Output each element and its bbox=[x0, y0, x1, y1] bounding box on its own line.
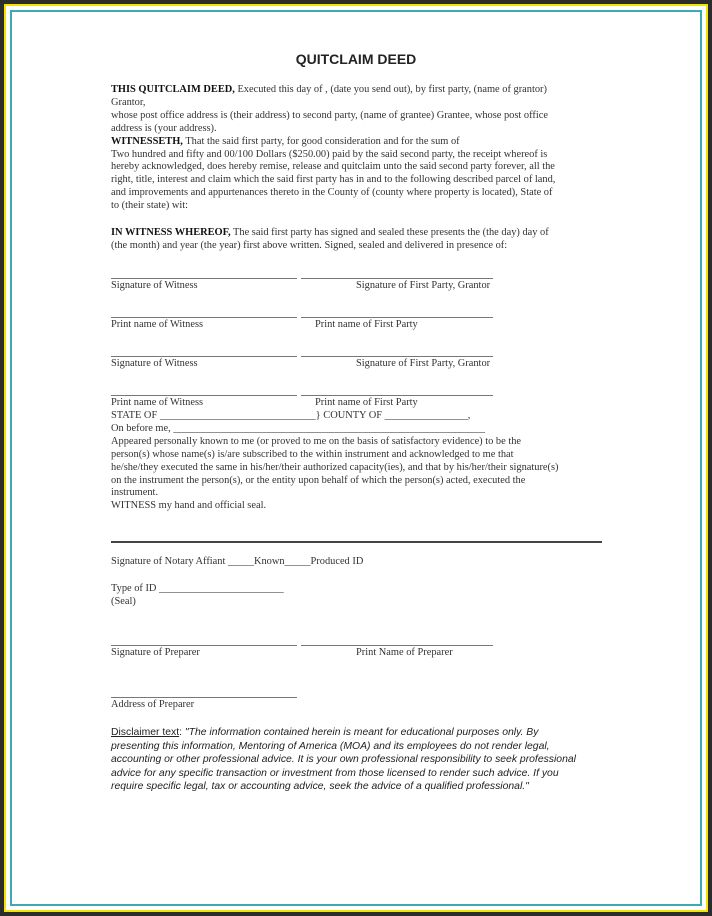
party-print-line[interactable] bbox=[301, 317, 493, 318]
deed-text: Two hundred and fifty and 00/100 Dollars ($250.00) paid by the said second party, the receipt whereof is bbox=[111, 148, 548, 160]
grantor-signature-line[interactable] bbox=[301, 278, 493, 279]
grantor-signature-label: Signature of First Party, Grantor bbox=[356, 280, 491, 291]
seal-label: (Seal) bbox=[111, 596, 136, 607]
notary-signature-line[interactable] bbox=[111, 541, 602, 543]
whereof-text: (the month) and year (the year) first above written. Signed, sealed and delivered in presence of: bbox=[111, 239, 508, 251]
preparer-signature-line[interactable] bbox=[111, 645, 297, 646]
notary-text: WITNESS my hand and official seal. bbox=[111, 500, 267, 512]
preparer-signature-label: Signature of Preparer bbox=[111, 647, 200, 658]
witness-signature-line[interactable] bbox=[111, 356, 297, 357]
party-print-label: Print name of First Party bbox=[315, 397, 418, 408]
disclaimer bbox=[111, 726, 589, 794]
witness-print-label: Print name of Witness bbox=[111, 397, 204, 408]
grantor-signature-line[interactable] bbox=[301, 356, 493, 357]
whereof-lead: IN WITNESS WHEREOF, bbox=[111, 227, 231, 238]
deed-lead: THIS QUITCLAIM DEED, bbox=[111, 84, 235, 95]
deed-text: hereby acknowledged, does hereby remise, release and quitclaim unto the said second party forever, all the bbox=[111, 161, 555, 173]
deed-text: Grantor, bbox=[111, 96, 146, 108]
witness-signature-line[interactable] bbox=[111, 278, 297, 279]
notary-text: on the instrument the person(s), or the entity upon behalf of which the person(s) acted, executed the bbox=[111, 474, 526, 486]
state-county-line: STATE OF ______________________________} COUNTY OF ________________, bbox=[111, 410, 471, 421]
type-of-id-label: Type of ID ________________________ bbox=[111, 583, 284, 594]
preparer-address-line[interactable] bbox=[111, 697, 297, 698]
deed-text: and improvements and appurtenances thereto in the County of (county where property is located), State of bbox=[111, 187, 553, 199]
document-title: QUITCLAIM DEED bbox=[295, 51, 417, 67]
deed-text: That the said first party, for good consideration and for the sum of bbox=[182, 135, 460, 147]
disclaimer-text: "The information contained herein is meant for educational purposes only. By presenting this information, Mentoring of America (MOA) and its employees do not render legal, accounting or other professional advice. It is your own professional responsibility to seek professional advice for any specific transaction or investment from those licensed to render such advice. If you require specific legal, tax or accounting advice, seek the advice of a qualified professional." bbox=[111, 727, 576, 793]
whereof-line bbox=[111, 227, 593, 240]
witness-print-line[interactable] bbox=[111, 317, 297, 318]
witness-signature-label: Signature of Witness bbox=[111, 280, 198, 291]
preparer-print-line[interactable] bbox=[301, 645, 493, 646]
witness-print-label: Print name of Witness bbox=[111, 319, 204, 330]
witness-print-line[interactable] bbox=[111, 395, 297, 396]
witnesseth-line bbox=[111, 136, 593, 149]
deed-text: right, title, interest and claim which the said first party has in and to the following described parcel of land, bbox=[111, 174, 556, 186]
preparer-print-label: Print Name of Preparer bbox=[356, 647, 453, 658]
on-before-line: On before me, ____________________________________________________________ bbox=[111, 422, 486, 434]
preparer-address-label: Address of Preparer bbox=[111, 699, 195, 710]
deed-text: to (their state) wit: bbox=[111, 200, 189, 212]
party-print-line[interactable] bbox=[301, 395, 493, 396]
deed-text: Executed this day of , (date you send out), by first party, (name of grantor) bbox=[234, 84, 547, 95]
notary-text: person(s) whose name(s) is/are subscribed to the within instrument and acknowledged to me that bbox=[111, 448, 514, 460]
deed-text: address is (your address). bbox=[111, 122, 217, 134]
deed-text: whose post office address is (their address) to second party, (name of grantee) Grantee, whose post office bbox=[111, 109, 548, 121]
grantor-signature-label: Signature of First Party, Grantor bbox=[356, 358, 491, 369]
witness-whereof-paragraph bbox=[111, 227, 593, 253]
whereof-text: The said first party has signed and sealed these presents the (the day) day of bbox=[230, 227, 549, 238]
notary-acknowledgment bbox=[111, 410, 593, 513]
notary-text: Appeared personally known to me (or proved to me on the basis of satisfactory evidence) to be the bbox=[111, 435, 522, 447]
disclaimer-colon: : bbox=[179, 727, 185, 738]
witness-signature-label: Signature of Witness bbox=[111, 358, 198, 369]
deed-paragraph bbox=[111, 84, 593, 213]
deed-line bbox=[111, 84, 593, 97]
notary-text: he/she/they executed the same in his/her/their authorized capacity(ies), and that by his/her/their signature(s) bbox=[111, 461, 559, 473]
notary-text: instrument. bbox=[111, 487, 159, 499]
disclaimer-label: Disclaimer text bbox=[111, 727, 180, 738]
notary-affiant-label: Signature of Notary Affiant _____Known_____Produced ID bbox=[111, 556, 364, 567]
party-print-label: Print name of First Party bbox=[315, 319, 418, 330]
witnesseth-lead: WITNESSETH, bbox=[111, 135, 183, 147]
